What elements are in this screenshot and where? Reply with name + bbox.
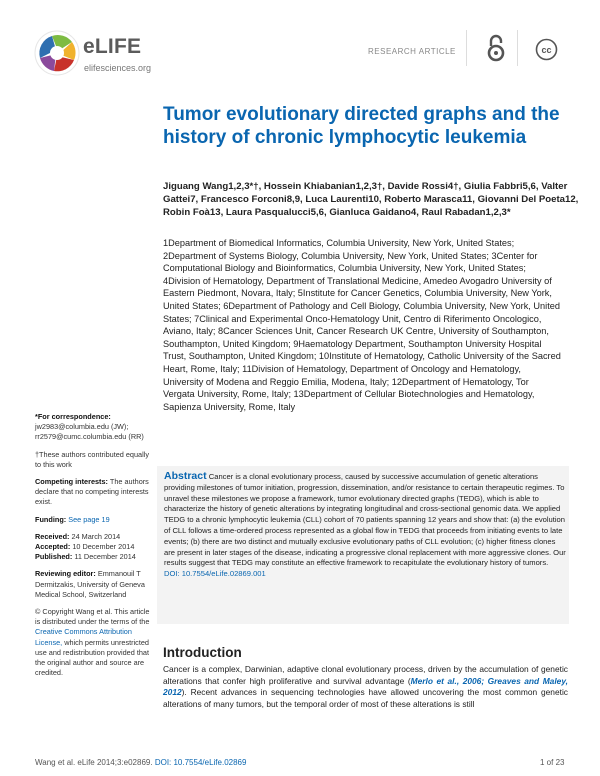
correspondence-label: *For correspondence: <box>35 412 111 421</box>
elife-logo <box>32 28 82 78</box>
competing-interests <box>35 477 153 508</box>
funding-label: Funding: <box>35 514 67 524</box>
accepted-date: 10 December 2014 <box>72 542 135 552</box>
article-title: Tumor evolutionary directed graphs and the history of chronic lymphocytic leukemia <box>163 104 560 148</box>
footer-cite-text: Wang et al. eLife 2014;3:e02869. <box>35 758 153 767</box>
received-label: Received: <box>35 531 70 541</box>
correspondence-block <box>35 412 153 443</box>
editor-label: Reviewing editor: <box>35 569 96 579</box>
footer-doi-link[interactable]: DOI: 10.7554/eLife.02869 <box>154 758 247 767</box>
intro-text-1: Cancer is a complex, Darwinian, adaptive clonal evolutionary process, driven by the accumulation of genetic alterations that confer high proliferative and survival advantage ( <box>163 664 568 686</box>
abstract-body: Cancer is a clonal evolutionary process, caused by successive accumulation of genetic alterations providing milestones of tumor initiation, progression, dissemination, and/or resistance to certain therapeutic regimes. To unravel these milestones we propose a framework, tumor evolutionary directed graphs (TEDG), which is able to characterize the history of genetic alterations by integrating longitudinal and cross-sectional genomic data. We applied TEDG to a chronic lymphocytic leukemia (CLL) cohort of 70 patients spanning 12 years and show that: (a) the evolution of CLL follows a time-ordered process represented as a global flow in TEDG that proceeds from initiating events to late events; (b) there are two distinct and mutually exclusive evolutionary paths of CLL evolution; (c) higher fitness clones are present in later stages of the disease, indicating a progressive clonal replacement with more aggressive clones. Our results suggest that TEDG may constitute an effective framework to recapitulate the evolutionary history of tumors. <box>164 472 566 568</box>
intro-citation[interactable]: Merlo et al., 2006; Greaves and Maley, 2012 <box>163 675 568 698</box>
funding-link[interactable]: See page 19 <box>68 514 110 524</box>
license-link[interactable]: Creative Commons Attribution License, <box>35 627 132 647</box>
footer-citation <box>35 758 246 767</box>
dates-block <box>35 532 153 563</box>
brand-url[interactable]: elifesciences.org <box>84 63 152 73</box>
open-access-icon <box>486 34 506 62</box>
copyright-block <box>35 607 153 678</box>
editor-text: Emmanouil T Dermitzakis, University of Geneva Medical School, Switzerland <box>35 569 145 599</box>
sidebar <box>35 412 153 685</box>
page-number: 1 of 23 <box>540 758 565 767</box>
funding <box>35 515 153 525</box>
intro-text-2: ). Recent advances in sequencing technologies have allowed uncovering the most common genetic alterations of many tumors, but the temporal order of most of these alterations is still <box>163 687 568 709</box>
svg-text:cc: cc <box>541 45 552 55</box>
competing-label: Competing interests: <box>35 477 108 487</box>
header-divider <box>466 30 467 66</box>
accepted-label: Accepted: <box>35 542 71 552</box>
received-date: 24 March 2014 <box>71 531 121 541</box>
published-date: 11 December 2014 <box>74 552 136 562</box>
reviewing-editor <box>35 569 153 600</box>
published-label: Published: <box>35 552 73 562</box>
article-type: RESEARCH ARTICLE <box>368 47 456 56</box>
intro-heading: Introduction <box>163 645 242 660</box>
header-divider <box>517 30 518 66</box>
equal-contribution-note: †These authors contributed equally to this work <box>35 449 149 469</box>
abstract-heading: Abstract <box>164 470 207 482</box>
abstract <box>164 471 566 580</box>
affiliations: 1Department of Biomedical Informatics, Columbia University, New York, United States; 2Department of Systems Biology, Columbia University, New York, United States; 3Center for Computational Biology and Bioinformatics, Columbia University, New York, United States; 4Division of Hematology, Department of Translational Medicine, Amedeo Avogadro University of Eastern Piedmont, Novara, Italy; 5Institute for Cancer Genetics, Columbia University, New York, United States; 6Department of Pathology and Cell Biology, Columbia University, New York, United States; 7Clinical and Experimental Onco-Hematology Unit, Centro di Riferimento Oncologico, Aviano, Italy; 8Cancer Sciences Unit, Cancer Research UK Centre, University of Southampton, Southampton, United Kingdom; 9Haematology Department, Southampton University Hospital Trust, Southampton, United Kingdom; 10Institute of Hematology, Catholic University of the Sacred Heart, Rome, Italy; 11Division of Hematology, Department of Oncology and Hematology, University of Modena and Reggio Emilia, Modena, Italy; 12Department of Hematology, Tor Vergata University, Rome, Italy; 13Department of Cellular Biotechnologies and Hematology, Sapienza University, Rome, Italy <box>163 238 561 412</box>
abstract-doi[interactable]: DOI: 10.7554/eLife.02869.001 <box>164 569 266 579</box>
copyright-text: Copyright Wang et al. This article is distributed under the terms of the <box>35 607 150 627</box>
competing-text: The authors declare that no competing interests exist. <box>35 477 149 507</box>
creative-commons-icon <box>535 38 558 61</box>
author-list: Jiguang Wang1,2,3*†, Hossein Khiabanian1,2,3†, Davide Rossi4†, Giulia Fabbri5,6, Valter Gattei7, Francesco Forconi8,9, Luca Laurenti10, Roberto Marasca11, Giovanni Del Poeta12, Robin Foà13, Laura Pasqualucci5,6, Gianluca Gaidano4, Raul Rabadan1,2,3* <box>163 181 579 218</box>
copyright-text-2: which permits unrestricted use and redistribution provided that the original author and source are credited. <box>35 637 149 678</box>
brand-name: eLIFE <box>83 35 142 58</box>
copyright-icon: © <box>35 607 41 617</box>
correspondence-text[interactable]: jw2983@columbia.edu (JW); rr2579@cumc.columbia.edu (RR) <box>35 422 144 442</box>
intro-body <box>163 664 568 710</box>
